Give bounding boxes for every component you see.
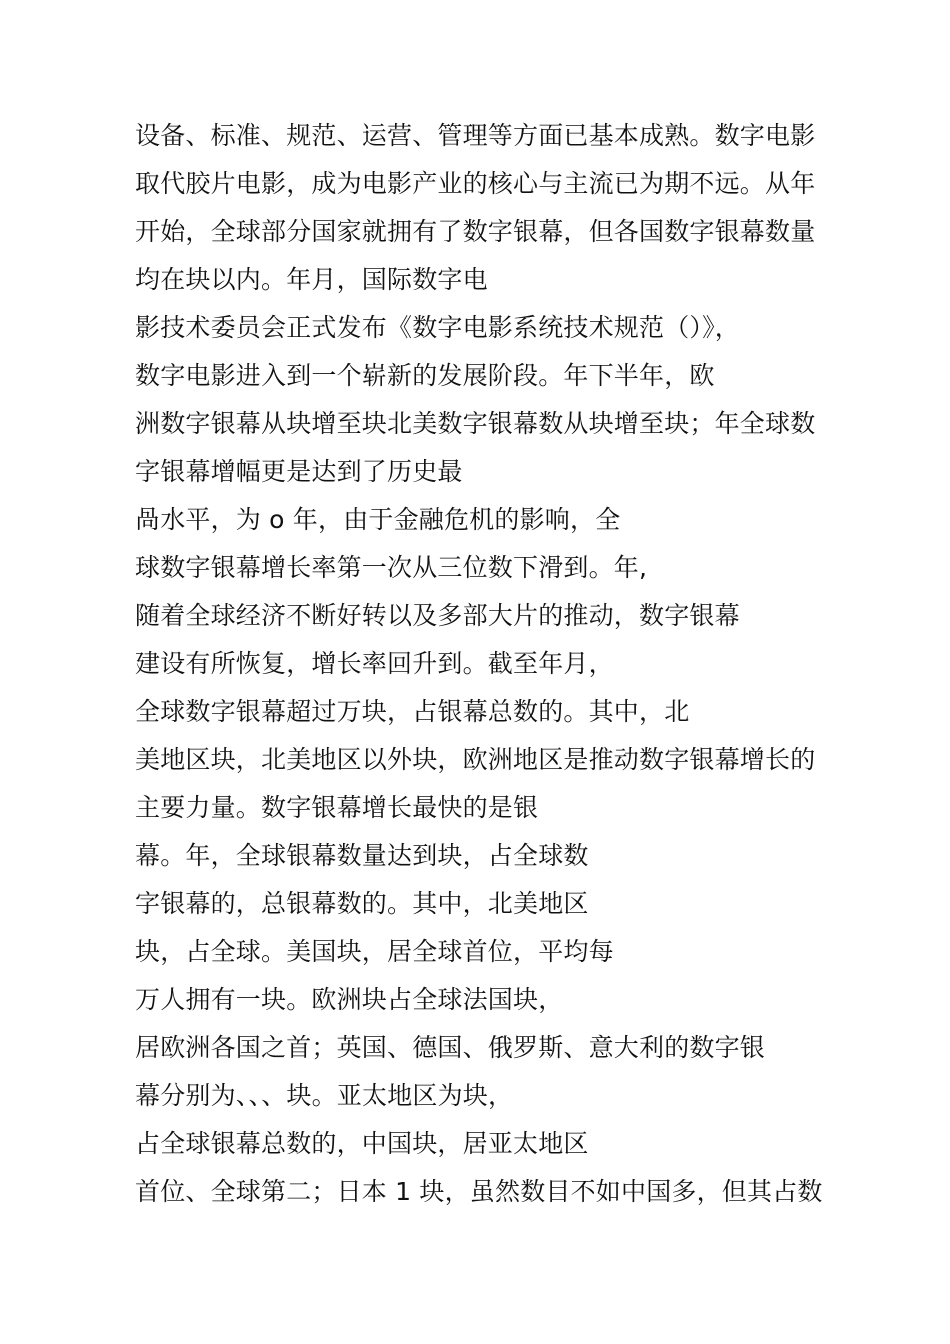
text-line: 数字电影进入到一个崭新的发展阶段。年下半年，欧	[135, 361, 715, 390]
text-line: 影技术委员会正式发布《数字电影系统技术规范（）》，	[135, 313, 741, 342]
text-line: 块，占全球。美国块，居全球首位，平均每	[135, 937, 614, 966]
text-line: 洲数字银幕从块增至块北美数字银幕数从块增至块；年全球数	[135, 409, 816, 438]
text-line: 均在块以内。年月，国际数字电	[135, 265, 488, 294]
text-line: 居欧洲各国之首；英国、德国、俄罗斯、意大利的数字银	[135, 1033, 766, 1062]
text-line: 字银幕的，总银幕数的。其中，北美地区	[135, 889, 589, 918]
text-line: 全球数字银幕超过万块，占银幕总数的。其中，北	[135, 697, 690, 726]
text-line: 首位、全球第二；日本 1 块，虽然数目不如中国多，但其占数	[135, 1177, 823, 1206]
text-line: 取代胶片电影，成为电影产业的核心与主流已为期不远。从年	[135, 169, 816, 198]
text-line: 开始，全球部分国家就拥有了数字银幕，但各国数字银幕数量	[135, 217, 816, 246]
text-line: 万人拥有一块。欧洲块占全球法国块，	[135, 985, 564, 1014]
text-line: 球数字银幕增长率第一次从三位数下滑到。年,	[135, 553, 648, 582]
text-line: 字银幕增幅更是达到了历史最	[135, 457, 463, 486]
text-line: 幕分别为、、、块。亚太地区为块，	[135, 1081, 514, 1110]
text-line: 咼水平，为 o 年，由于金融危机的影响，全	[135, 505, 621, 534]
text-line: 设备、标准、规范、运营、管理等方面已基本成熟。数字电影	[135, 121, 816, 150]
text-line: 随着全球经济不断好转以及多部大片的推动，数字银幕	[135, 601, 740, 630]
text-line: 占全球银幕总数的，中国块，居亚太地区	[135, 1129, 589, 1158]
text-line: 幕。年，全球银幕数量达到块，占全球数	[135, 841, 589, 870]
text-line: 主要力量。数字银幕增长最快的是银	[135, 793, 539, 822]
body-text	[135, 112, 835, 1216]
text-line: 建设有所恢复，增长率回升到。截至年月，	[135, 649, 614, 678]
text-line: 美地区块，北美地区以外块，欧洲地区是推动数字银幕增长的	[135, 745, 816, 774]
